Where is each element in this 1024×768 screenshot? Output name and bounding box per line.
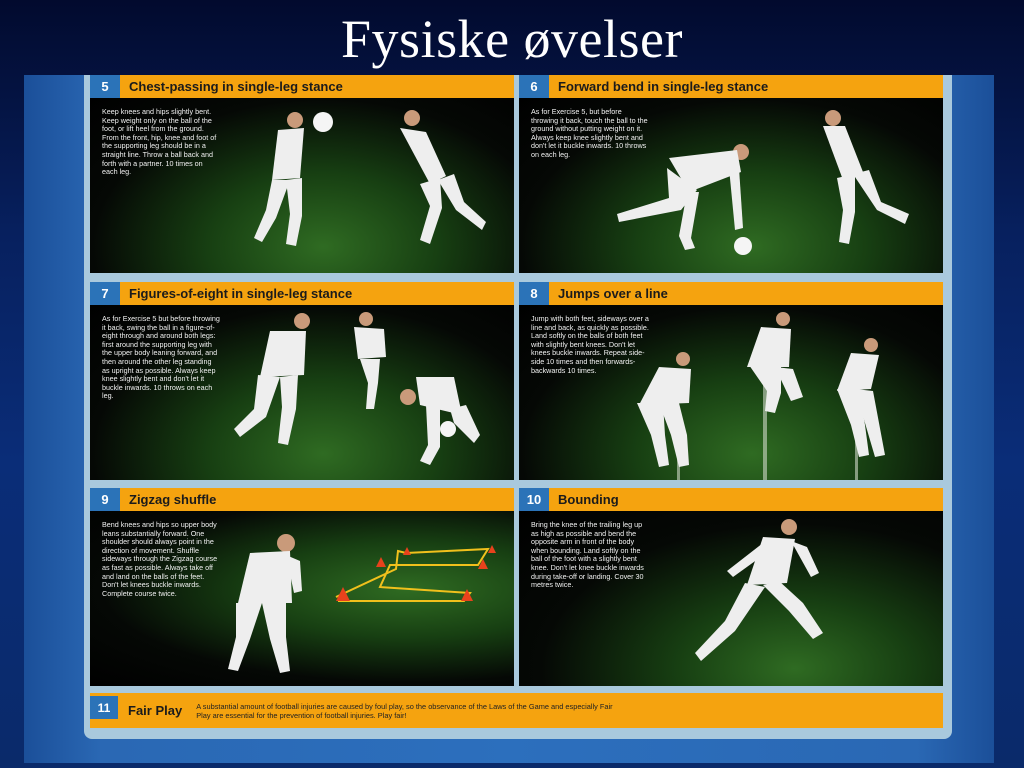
exercise-title: Forward bend in single-leg stance: [558, 79, 769, 94]
fair-play-title: Fair Play: [128, 703, 183, 718]
exercise-title: Zigzag shuffle: [129, 492, 217, 507]
exercise-number: 6: [519, 75, 549, 98]
ball-icon: [440, 421, 456, 437]
exercise-header: [519, 488, 943, 511]
exercise-header: [90, 488, 514, 511]
exercise-header: [90, 75, 514, 98]
exercise-header: [519, 75, 943, 98]
exercise-description: As for Exercise 5 but before throwing it back, swing the ball in a figure-of-eight through and around both legs: first around the supporting leg with the upper body leaning forward, and then around the other leg standing as upright as possible. Always keep knee slightly bent and don't let it buckle inwards. 10 throws on each leg.: [102, 314, 220, 401]
ball-icon: [313, 112, 333, 132]
exercise-description: Bring the knee of the trailing leg up as high as possible and bend the opposite arm in front of the body when bounding. Land softly on the ball of the foot with a slightly bent knee. Don't let knee buckle inwards during take-off or landing. Cover 30 metres twice.: [531, 520, 644, 590]
exercise-description: Bend knees and hips so upper body leans substantially forward. One shoulder should always point in the direction of movement. Shuffle sideways through the Zigzag course as fast as possible. Always take off and land on the balls of the feet. Don't let knees buckle inwards. Complete course twice.: [102, 520, 218, 598]
fair-play-text: A substantial amount of football injuries are caused by foul play, so the observance of the Laws of the Game and especially Fair Play are essential for the prevention of football injuries. Play fair!: [196, 701, 613, 720]
ball-icon: [734, 237, 752, 255]
exercise-number: 11: [90, 696, 118, 719]
exercise-panel: [90, 282, 514, 480]
exercise-title: Jumps over a line: [558, 286, 668, 301]
cone-icon: [376, 557, 386, 567]
fair-play-strip: [90, 693, 943, 728]
exercise-panel: [90, 75, 514, 273]
exercise-number: 5: [90, 75, 120, 98]
exercise-panel: [519, 488, 943, 686]
exercise-panel: [90, 488, 514, 686]
cone-icon: [488, 545, 496, 553]
slide-title: Fysiske øvelser: [341, 9, 683, 69]
exercise-number: 10: [519, 488, 549, 511]
exercise-header: [90, 282, 514, 305]
cone-icon: [336, 587, 350, 601]
cone-icon: [403, 547, 411, 555]
exercise-description: As for Exercise 5, but before throwing it back, touch the ball to the ground without putting weight on it. Always keep knee slightly bent and don't let it buckle inwards. 10 throws on each leg.: [531, 107, 648, 159]
exercise-description: Jump with both feet, sideways over a line and back, as quickly as possible. Land softly on the balls of both feet with slightly bent knees. Don't let knees buckle inwards. Repeat side-side 10 times and then forwards-backwards 10 times.: [531, 314, 649, 375]
exercise-title: Bounding: [558, 492, 619, 507]
exercise-panel: [519, 282, 943, 480]
exercise-number: 8: [519, 282, 549, 305]
exercise-number: 9: [90, 488, 120, 511]
exercise-description: Keep knees and hips slightly bent. Keep weight only on the ball of the foot, or lift heel from the ground. From the front, hip, knee and foot of the supporting leg should be in a straight line. Throw a ball back and forth with a partner. 10 times on each leg.: [102, 107, 217, 177]
exercise-header: [519, 282, 943, 305]
exercise-number: 7: [90, 282, 120, 305]
exercise-title: Chest-passing in single-leg stance: [129, 79, 343, 94]
exercise-panel: [519, 75, 943, 273]
exercise-title: Figures-of-eight in single-leg stance: [129, 286, 353, 301]
cone-icon: [461, 589, 473, 601]
